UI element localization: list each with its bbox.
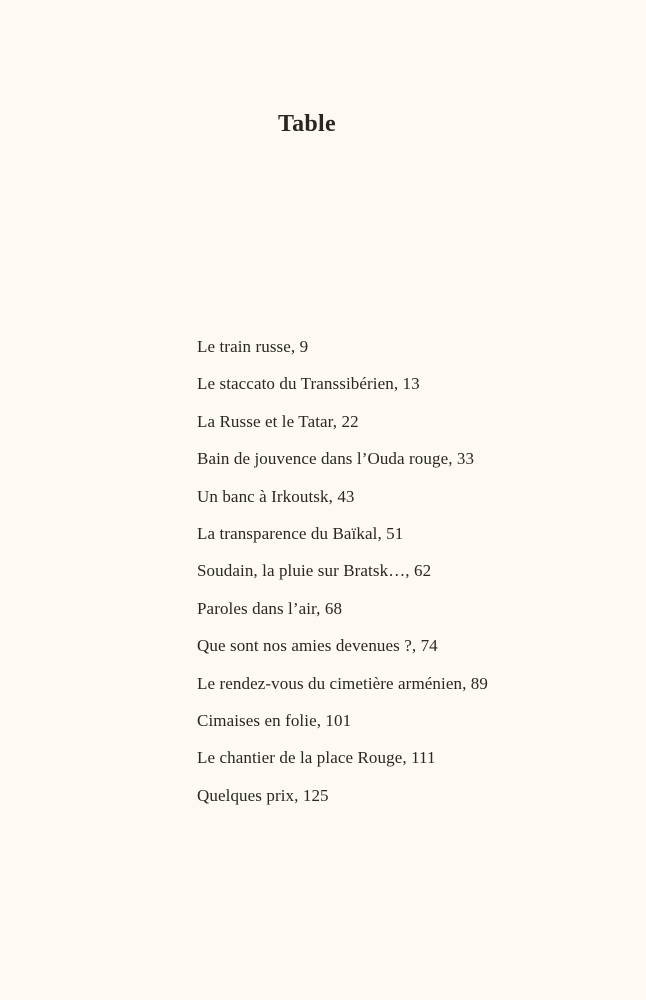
toc-entry: Un banc à Irkoutsk, 43 (197, 486, 355, 506)
toc-entry: Le train russe, 9 (197, 337, 309, 356)
toc-entry: Soudain, la pluie sur Bratsk…, 62 (197, 561, 432, 581)
toc-entry: Que sont nos amies devenues ?, 74 (197, 636, 438, 656)
table-of-contents (197, 328, 488, 814)
page-title: Table (278, 111, 336, 138)
toc-entry: La transparence du Baïkal, 51 (197, 524, 404, 544)
toc-entry: La Russe et le Tatar, 22 (197, 411, 359, 431)
toc-entry: Bain de jouvence dans l’Ouda rouge, 33 (197, 449, 475, 469)
toc-entry: Le chantier de la place Rouge, 111 (197, 748, 436, 768)
toc-entry: Paroles dans l’air, 68 (197, 598, 343, 618)
toc-entry: Le rendez-vous du cimetière arménien, 89 (197, 673, 488, 693)
toc-entry: Quelques prix, 125 (197, 785, 329, 805)
toc-entry: Le staccato du Transsibérien, 13 (197, 374, 420, 394)
toc-entry: Cimaises en folie, 101 (197, 711, 352, 731)
